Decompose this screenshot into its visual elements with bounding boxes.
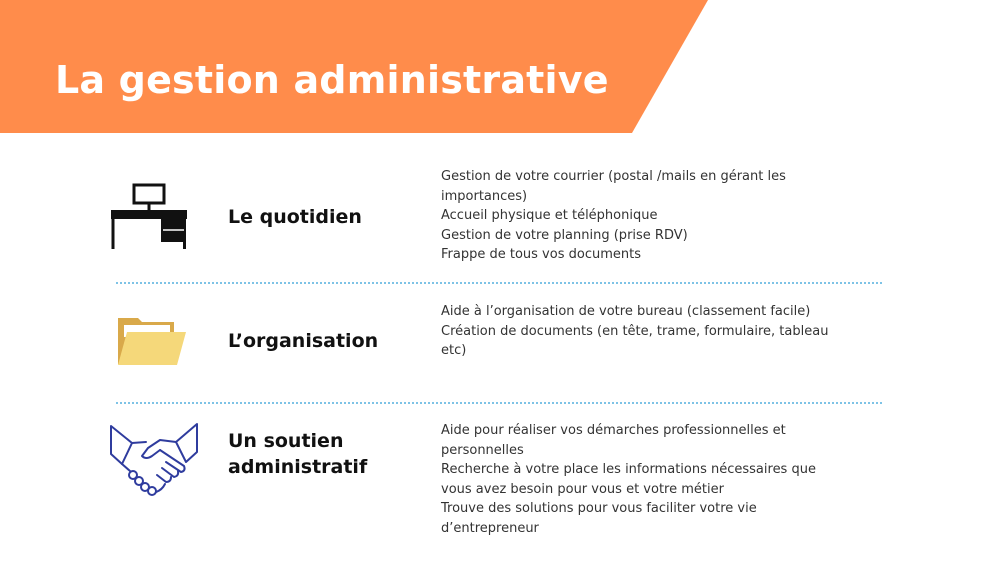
text-line: Aide pour réaliser vos démarches professionnelles et	[441, 423, 786, 438]
section-divider	[116, 282, 882, 284]
section-divider	[116, 402, 882, 404]
text-line: importances)	[441, 188, 528, 204]
folder-icon	[114, 312, 188, 372]
section-text	[441, 167, 831, 265]
text-line: Accueil physique et téléphonique	[441, 208, 658, 223]
page-title: La gestion administrative	[55, 58, 609, 102]
text-line: Création de documents (en tête, trame, formulaire, tableau	[441, 323, 829, 339]
section-text	[441, 302, 831, 361]
text-line: Frappe de tous vos documents	[441, 247, 641, 262]
handshake-icon	[108, 420, 200, 504]
section-text	[441, 421, 831, 538]
text-line: d’entrepreneur	[441, 520, 539, 536]
text-line: Trouve des solutions pour vous faciliter votre vie	[441, 501, 757, 516]
text-line: Gestion de votre courrier (postal /mails en gérant les	[441, 169, 786, 184]
section-label: L’organisation	[228, 330, 379, 352]
label-line: Un soutien	[228, 430, 344, 452]
title-banner	[0, 0, 710, 133]
text-line: vous avez besoin pour vous et votre métier	[441, 481, 724, 497]
desk-icon	[110, 183, 188, 255]
text-line: Aide à l’organisation de votre bureau (classement facile)	[441, 304, 811, 319]
text-line: personnelles	[441, 442, 524, 458]
text-line: Gestion de votre planning (prise RDV)	[441, 227, 688, 243]
text-line: Recherche à votre place les informations nécessaires que	[441, 462, 816, 477]
section-label: Le quotidien	[228, 206, 362, 228]
label-line: administratif	[228, 456, 368, 478]
text-line: etc)	[441, 343, 467, 358]
section-label	[228, 428, 367, 480]
